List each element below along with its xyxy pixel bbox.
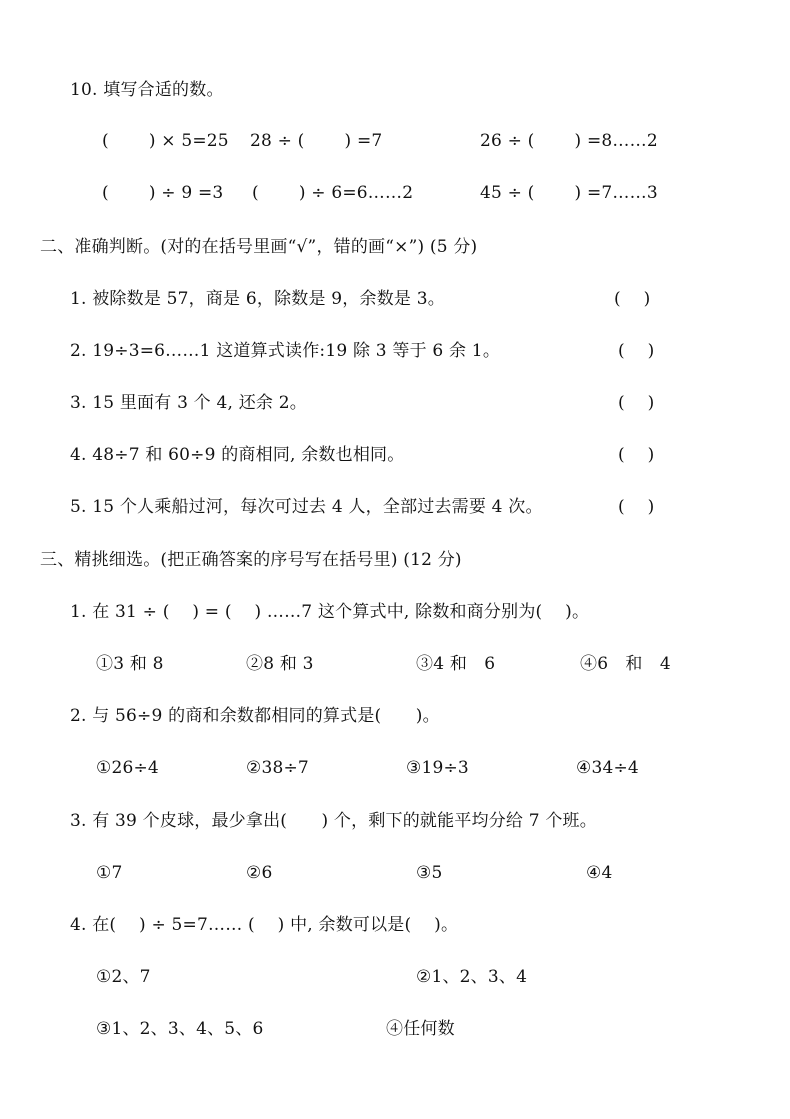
fill-blank-2[interactable]: 28 ÷ ( ) =7 [250,131,383,151]
fill-blank-6[interactable]: 45 ÷ ( ) =7……3 [480,183,658,203]
choose-q2-option-1[interactable]: ①26÷4 [96,758,159,778]
choose-q1-option-4[interactable]: ④6 和 4 [580,654,671,674]
choose-q1-option-1[interactable]: ①3 和 8 [96,654,164,674]
judge-item-5: 5. 15 个人乘船过河，每次可过去 4 人，全部过去需要 4 次。 [70,497,543,517]
judge-answer-blank-5[interactable]: ( ) [618,497,655,517]
judge-answer-blank-4[interactable]: ( ) [618,445,655,465]
fill-blank-3[interactable]: 26 ÷ ( ) =8……2 [480,131,658,151]
judge-answer-blank-2[interactable]: ( ) [618,341,655,361]
judge-item-3: 3. 15 里面有 3 个 4, 还余 2。 [70,393,307,413]
judge-answer-blank-1[interactable]: ( ) [614,289,651,309]
judge-item-1: 1. 被除数是 57，商是 6，除数是 9，余数是 3。 [70,289,445,309]
choose-q4-option-3[interactable]: ③1、2、3、4、5、6 [96,1019,264,1039]
choose-q3-option-2[interactable]: ②6 [246,863,273,883]
choose-heading: 三、精挑细选。(把正确答案的序号写在括号里) (12 分) [40,550,462,570]
choose-question-4: 4. 在( ) ÷ 5=7…… ( ) 中, 余数可以是( )。 [70,915,459,935]
choose-q2-option-2[interactable]: ②38÷7 [246,758,309,778]
choose-q4-option-4[interactable]: ④任何数 [386,1019,455,1039]
judge-heading: 二、准确判断。(对的在括号里画“√”，错的画“×”) (5 分) [40,237,478,257]
choose-q3-option-1[interactable]: ①7 [96,863,123,883]
choose-q4-option-1[interactable]: ①2、7 [96,967,151,987]
fill-blank-1[interactable]: ( ) × 5=25 [102,131,229,151]
fill-heading: 10. 填写合适的数。 [70,80,224,100]
fill-blank-5[interactable]: ( ) ÷ 6=6……2 [252,183,414,203]
choose-q4-option-2[interactable]: ②1、2、3、4 [416,967,528,987]
judge-item-4: 4. 48÷7 和 60÷9 的商相同, 余数也相同。 [70,445,405,465]
choose-q1-option-3[interactable]: ③4 和 6 [416,654,496,674]
choose-q3-option-4[interactable]: ④4 [586,863,613,883]
choose-question-2: 2. 与 56÷9 的商和余数都相同的算式是( )。 [70,706,440,726]
choose-q1-option-2[interactable]: ②8 和 3 [246,654,314,674]
fill-blank-4[interactable]: ( ) ÷ 9 =3 [102,183,224,203]
judge-item-2: 2. 19÷3=6……1 这道算式读作:19 除 3 等于 6 余 1。 [70,341,501,361]
choose-q2-option-3[interactable]: ③19÷3 [406,758,469,778]
choose-question-1: 1. 在 31 ÷ ( ) = ( ) ……7 这个算式中, 除数和商分别为( )。 [70,602,590,622]
choose-q2-option-4[interactable]: ④34÷4 [576,758,639,778]
choose-question-3: 3. 有 39 个皮球，最少拿出( ) 个，剩下的就能平均分给 7 个班。 [70,811,597,831]
choose-q3-option-3[interactable]: ③5 [416,863,443,883]
judge-answer-blank-3[interactable]: ( ) [618,393,655,413]
